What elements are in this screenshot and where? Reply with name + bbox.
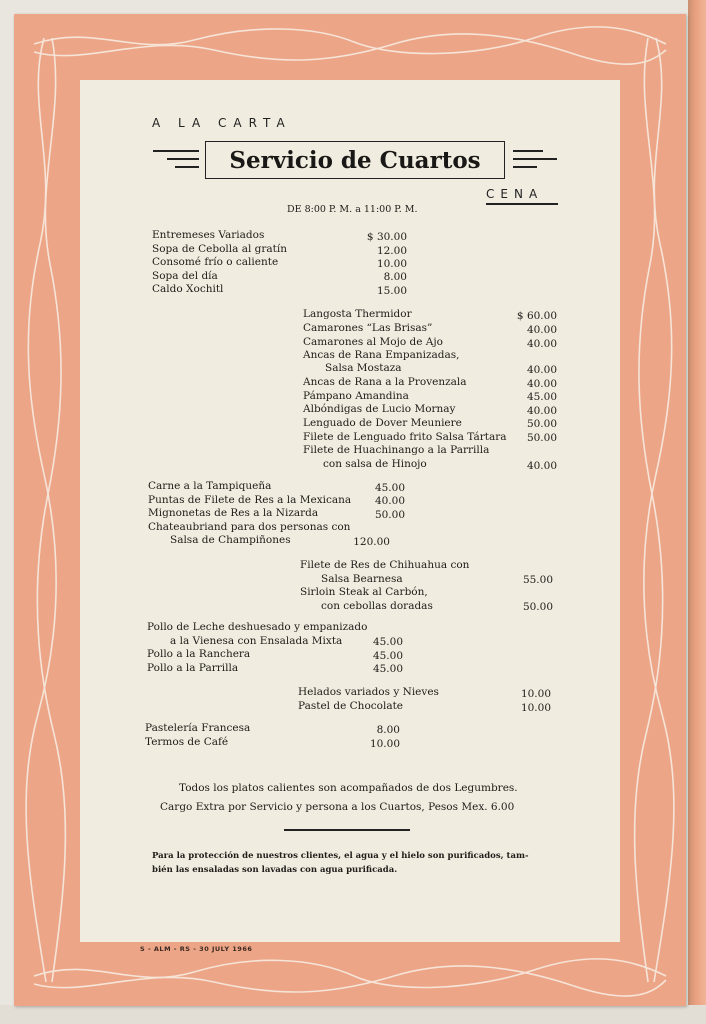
menu-item-price: 50.00 xyxy=(522,601,553,613)
hygiene-note-line: bién las ensaladas son lavadas con agua purificada. xyxy=(152,865,398,875)
menu-item-name: Pollo a la Parrilla xyxy=(147,662,239,674)
menu-item-price: 50.00 xyxy=(526,418,557,430)
menu-item-subline: a la Vienesa con Ensalada Mixta xyxy=(170,635,343,647)
menu-item-name: Termos de Café xyxy=(145,736,229,748)
print-code: S - ALM - RS - 30 JULY 1966 xyxy=(140,945,253,953)
menu-item-name: Consomé frío o caliente xyxy=(152,256,279,268)
menu-item-price: 50.00 xyxy=(374,509,405,521)
menu-item-subline: Salsa Mostaza xyxy=(325,362,402,374)
menu-item-price: 8.00 xyxy=(376,724,400,736)
menu-item-price: 10.00 xyxy=(520,688,551,700)
menu-item-name: Filete de Huachinango a la Parrilla xyxy=(303,444,490,456)
menu-item-price: 40.00 xyxy=(526,324,557,336)
title-deco-line xyxy=(513,158,557,160)
menu-item-name: Pastelería Francesa xyxy=(145,722,251,734)
menu-item-name: Helados variados y Nieves xyxy=(298,686,439,698)
title-deco-line xyxy=(153,150,199,152)
menu-item-subline: Salsa de Champiñones xyxy=(170,534,291,546)
menu-item-name: Albóndigas de Lucio Mornay xyxy=(303,403,456,415)
menu-item-name: Sirloin Steak al Carbón, xyxy=(300,586,428,598)
menu-item-name: Camarones al Mojo de Ajo xyxy=(303,336,443,348)
menu-item-price: 10.00 xyxy=(376,258,407,270)
menu-item-name: Carne a la Tampiqueña xyxy=(148,480,272,492)
menu-item-price: $ 60.00 xyxy=(516,310,557,322)
menu-item-price: 40.00 xyxy=(526,405,557,417)
menu-item-name: Puntas de Filete de Res a la Mexicana xyxy=(148,494,352,506)
menu-item-subline: con cebollas doradas xyxy=(321,600,433,612)
table-surface xyxy=(0,1005,706,1024)
menu-item-price: 15.00 xyxy=(376,285,407,297)
menu-item-price: 45.00 xyxy=(526,391,557,403)
menu-item-price: 40.00 xyxy=(526,378,557,390)
title-deco-line xyxy=(175,166,199,168)
menu-item-name: Filete de Res de Chihuahua con xyxy=(300,559,470,571)
divider xyxy=(284,829,410,831)
hygiene-note-line: Para la protección de nuestros clientes, el agua y el hielo son purificados, tam- xyxy=(152,851,529,861)
menu-item-price: 45.00 xyxy=(372,663,403,675)
menu-item-name: Ancas de Rana Empanizadas, xyxy=(303,349,460,361)
menu-item-price: $ 30.00 xyxy=(366,231,407,243)
title-deco-line xyxy=(167,158,199,160)
menu-item-price: 8.00 xyxy=(383,271,407,283)
menu-item-name: Filete de Lenguado frito Salsa Tártara xyxy=(303,431,507,443)
cena-heading: CENA xyxy=(486,187,544,201)
menu-item-price: 45.00 xyxy=(372,636,403,648)
legumbres-note: Todos los platos calientes son acompañados de dos Legumbres. xyxy=(179,782,518,794)
cena-underline xyxy=(486,203,558,205)
menu-item-price: 45.00 xyxy=(372,650,403,662)
adjacent-page-edge xyxy=(688,0,706,1024)
menu-item-name: Ancas de Rana a la Provenzala xyxy=(303,376,467,388)
menu-item-name: Langosta Thermidor xyxy=(303,308,412,320)
menu-item-price: 10.00 xyxy=(520,702,551,714)
menu-item-name: Camarones “Las Brisas” xyxy=(303,322,433,334)
menu-item-subline: Salsa Bearnesa xyxy=(321,573,403,585)
menu-item-subline: con salsa de Hinojo xyxy=(323,458,427,470)
title-deco-line xyxy=(513,150,543,152)
menu-item-name: Chateaubriand para dos personas con xyxy=(148,521,351,533)
menu-item-name: Sopa del día xyxy=(152,270,218,282)
menu-item-name: Pastel de Chocolate xyxy=(298,700,404,712)
menu-item-price: 12.00 xyxy=(376,245,407,257)
menu-item-name: Sopa de Cebolla al gratín xyxy=(152,243,288,255)
menu-item-price: 55.00 xyxy=(522,574,553,586)
menu-item-price: 120.00 xyxy=(353,536,390,548)
page-title: Servicio de Cuartos xyxy=(229,146,481,174)
menu-item-price: 45.00 xyxy=(374,482,405,494)
menu-item-name: Caldo Xochitl xyxy=(152,283,224,295)
menu-item-price: 40.00 xyxy=(526,338,557,350)
menu-item-name: Mignonetas de Res a la Nizarda xyxy=(148,507,319,519)
menu-item-price: 50.00 xyxy=(526,432,557,444)
menu-item-price: 40.00 xyxy=(374,495,405,507)
service-charge-note: Cargo Extra por Servicio y persona a los Cuartos, Pesos Mex. 6.00 xyxy=(160,801,515,813)
menu-item-name: Lenguado de Dover Meuniere xyxy=(303,417,462,429)
menu-item-name: Pollo a la Ranchera xyxy=(147,648,251,660)
a-la-carta-heading: A LA CARTA xyxy=(152,116,292,130)
menu-item-name: Pámpano Amandina xyxy=(303,390,409,402)
menu-item-price: 40.00 xyxy=(526,364,557,376)
title-box xyxy=(205,141,505,179)
menu-item-name: Pollo de Leche deshuesado y empanizado xyxy=(147,621,368,633)
menu-item-name: Entremeses Variados xyxy=(152,229,265,241)
menu-item-price: 10.00 xyxy=(369,738,400,750)
service-hours: DE 8:00 P. M. a 11:00 P. M. xyxy=(287,204,418,215)
menu-item-price: 40.00 xyxy=(526,460,557,472)
title-deco-line xyxy=(513,166,537,168)
